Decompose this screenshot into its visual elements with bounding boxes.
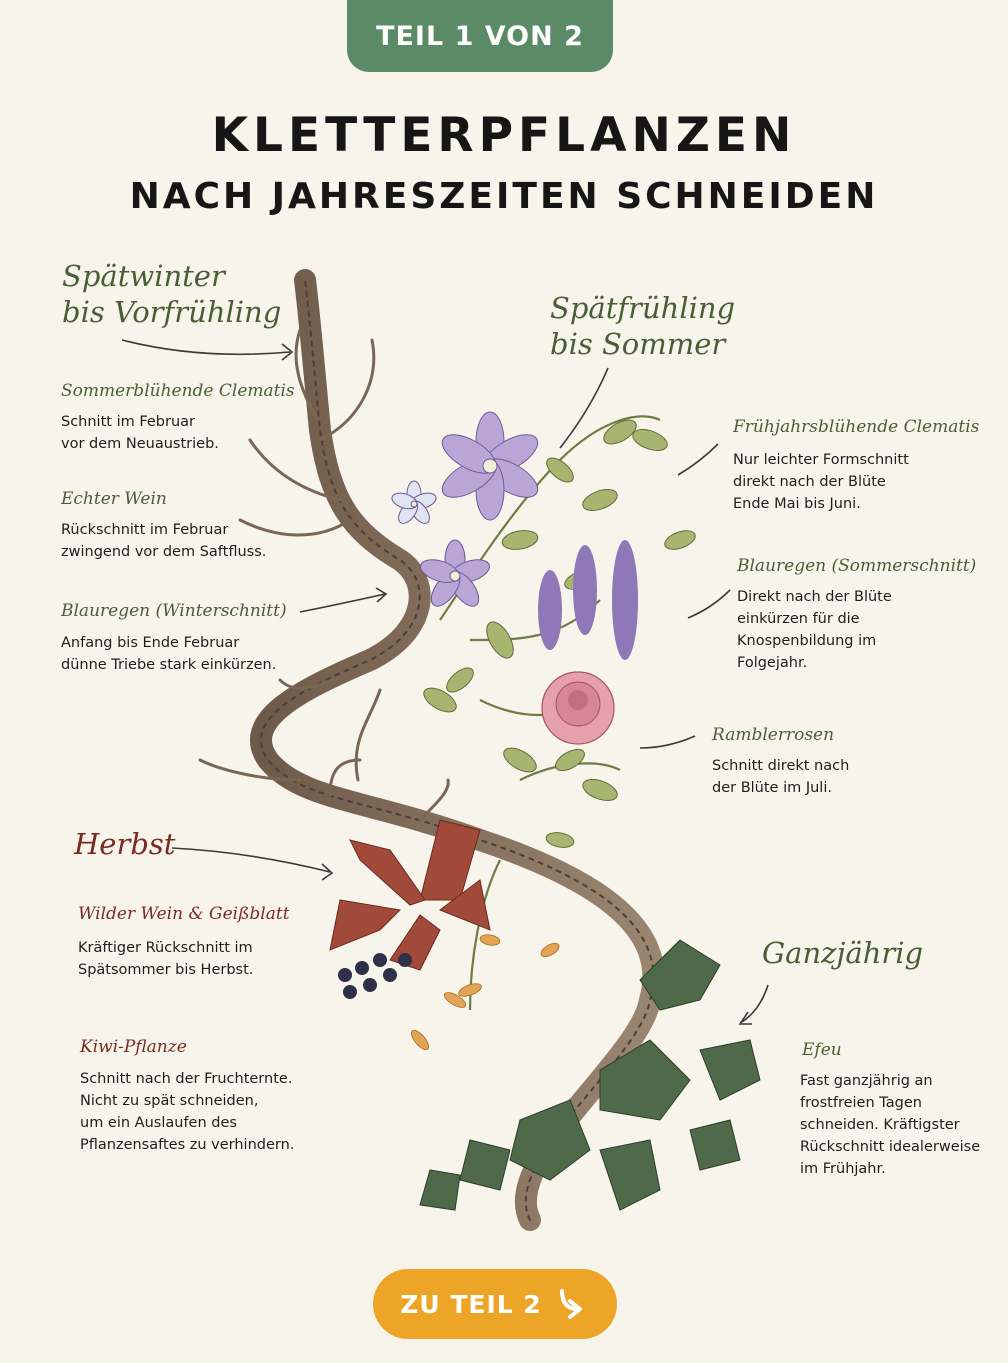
next-part-label: ZU TEIL 2 [400, 1289, 542, 1319]
season-late-spring: Spätfrühling bis Sommer [550, 291, 736, 361]
page-subtitle: NACH JAHRESZEITEN SCHNEIDEN [129, 176, 879, 217]
entry-title-ramblerrosen: Ramblerrosen [712, 725, 835, 745]
entry-text-ramblerrosen: Schnitt direkt nach der Blüte im Juli. [712, 758, 850, 796]
arrow-late-winter [122, 340, 292, 360]
entry-text-wilder-wein: Kräftiger Rückschnitt im Spätsommer bis Herbst. [78, 940, 254, 978]
entry-title-kiwi: Kiwi-Pflanze [80, 1037, 187, 1057]
season-autumn: Herbst [74, 827, 176, 861]
entry-title-echter-wein: Echter Wein [61, 489, 167, 509]
arrow-autumn [172, 848, 332, 880]
entry-text-blauregen-sommer: Direkt nach der Blüte einkürzen für die Knospenbildung im Folgejahr. [737, 589, 892, 671]
entry-text-echter-wein: Rückschnitt im Februar zwingend vor dem Saftfluss. [61, 522, 267, 560]
entry-text-fruehjahr-clematis: Nur leichter Formschnitt direkt nach der Blüte Ende Mai bis Juni. [733, 452, 909, 512]
arrow-down-right-icon [556, 1287, 590, 1321]
entry-text-sommer-clematis: Schnitt im Februar vor dem Neuaustrieb. [61, 414, 219, 452]
season-all-year: Ganzjährig [762, 936, 924, 970]
arrow-late-spring [560, 368, 608, 448]
arrow-all-year [740, 985, 768, 1024]
entry-title-fruehjahr-clematis: Frühjahrsblühende Clematis [733, 417, 980, 437]
arrow-blauregen-winter [300, 588, 386, 612]
page-title: KLETTERPFLANZEN [211, 108, 797, 163]
season-late-winter: Spätwinter bis Vorfrühling [62, 259, 282, 329]
line-blauregen-sommer [688, 590, 730, 618]
entry-text-kiwi: Schnitt nach der Fruchternte. Nicht zu spät schneiden, um ein Auslaufen des Pflanzensaftes zu verhindern. [80, 1071, 295, 1153]
entry-title-efeu: Efeu [802, 1040, 842, 1060]
entry-title-wilder-wein: Wilder Wein & Geißblatt [78, 904, 290, 924]
line-ramblerrosen [640, 736, 695, 748]
entry-text-efeu: Fast ganzjährig an frostfreien Tagen schneiden. Kräftigster Rückschnitt idealerweise im Frühjahr. [800, 1073, 981, 1177]
next-part-button[interactable] [373, 1269, 617, 1339]
entry-title-blauregen-winter: Blauregen (Winterschnitt) [61, 601, 287, 621]
part-badge: TEIL 1 VON 2 [347, 0, 613, 72]
entry-title-sommer-clematis: Sommerblühende Clematis [61, 381, 295, 401]
entry-title-blauregen-sommer: Blauregen (Sommerschnitt) [737, 556, 977, 576]
line-fruehjahr-clematis [678, 444, 718, 475]
entry-text-blauregen-winter: Anfang bis Ende Februar dünne Triebe stark einkürzen. [61, 635, 277, 673]
